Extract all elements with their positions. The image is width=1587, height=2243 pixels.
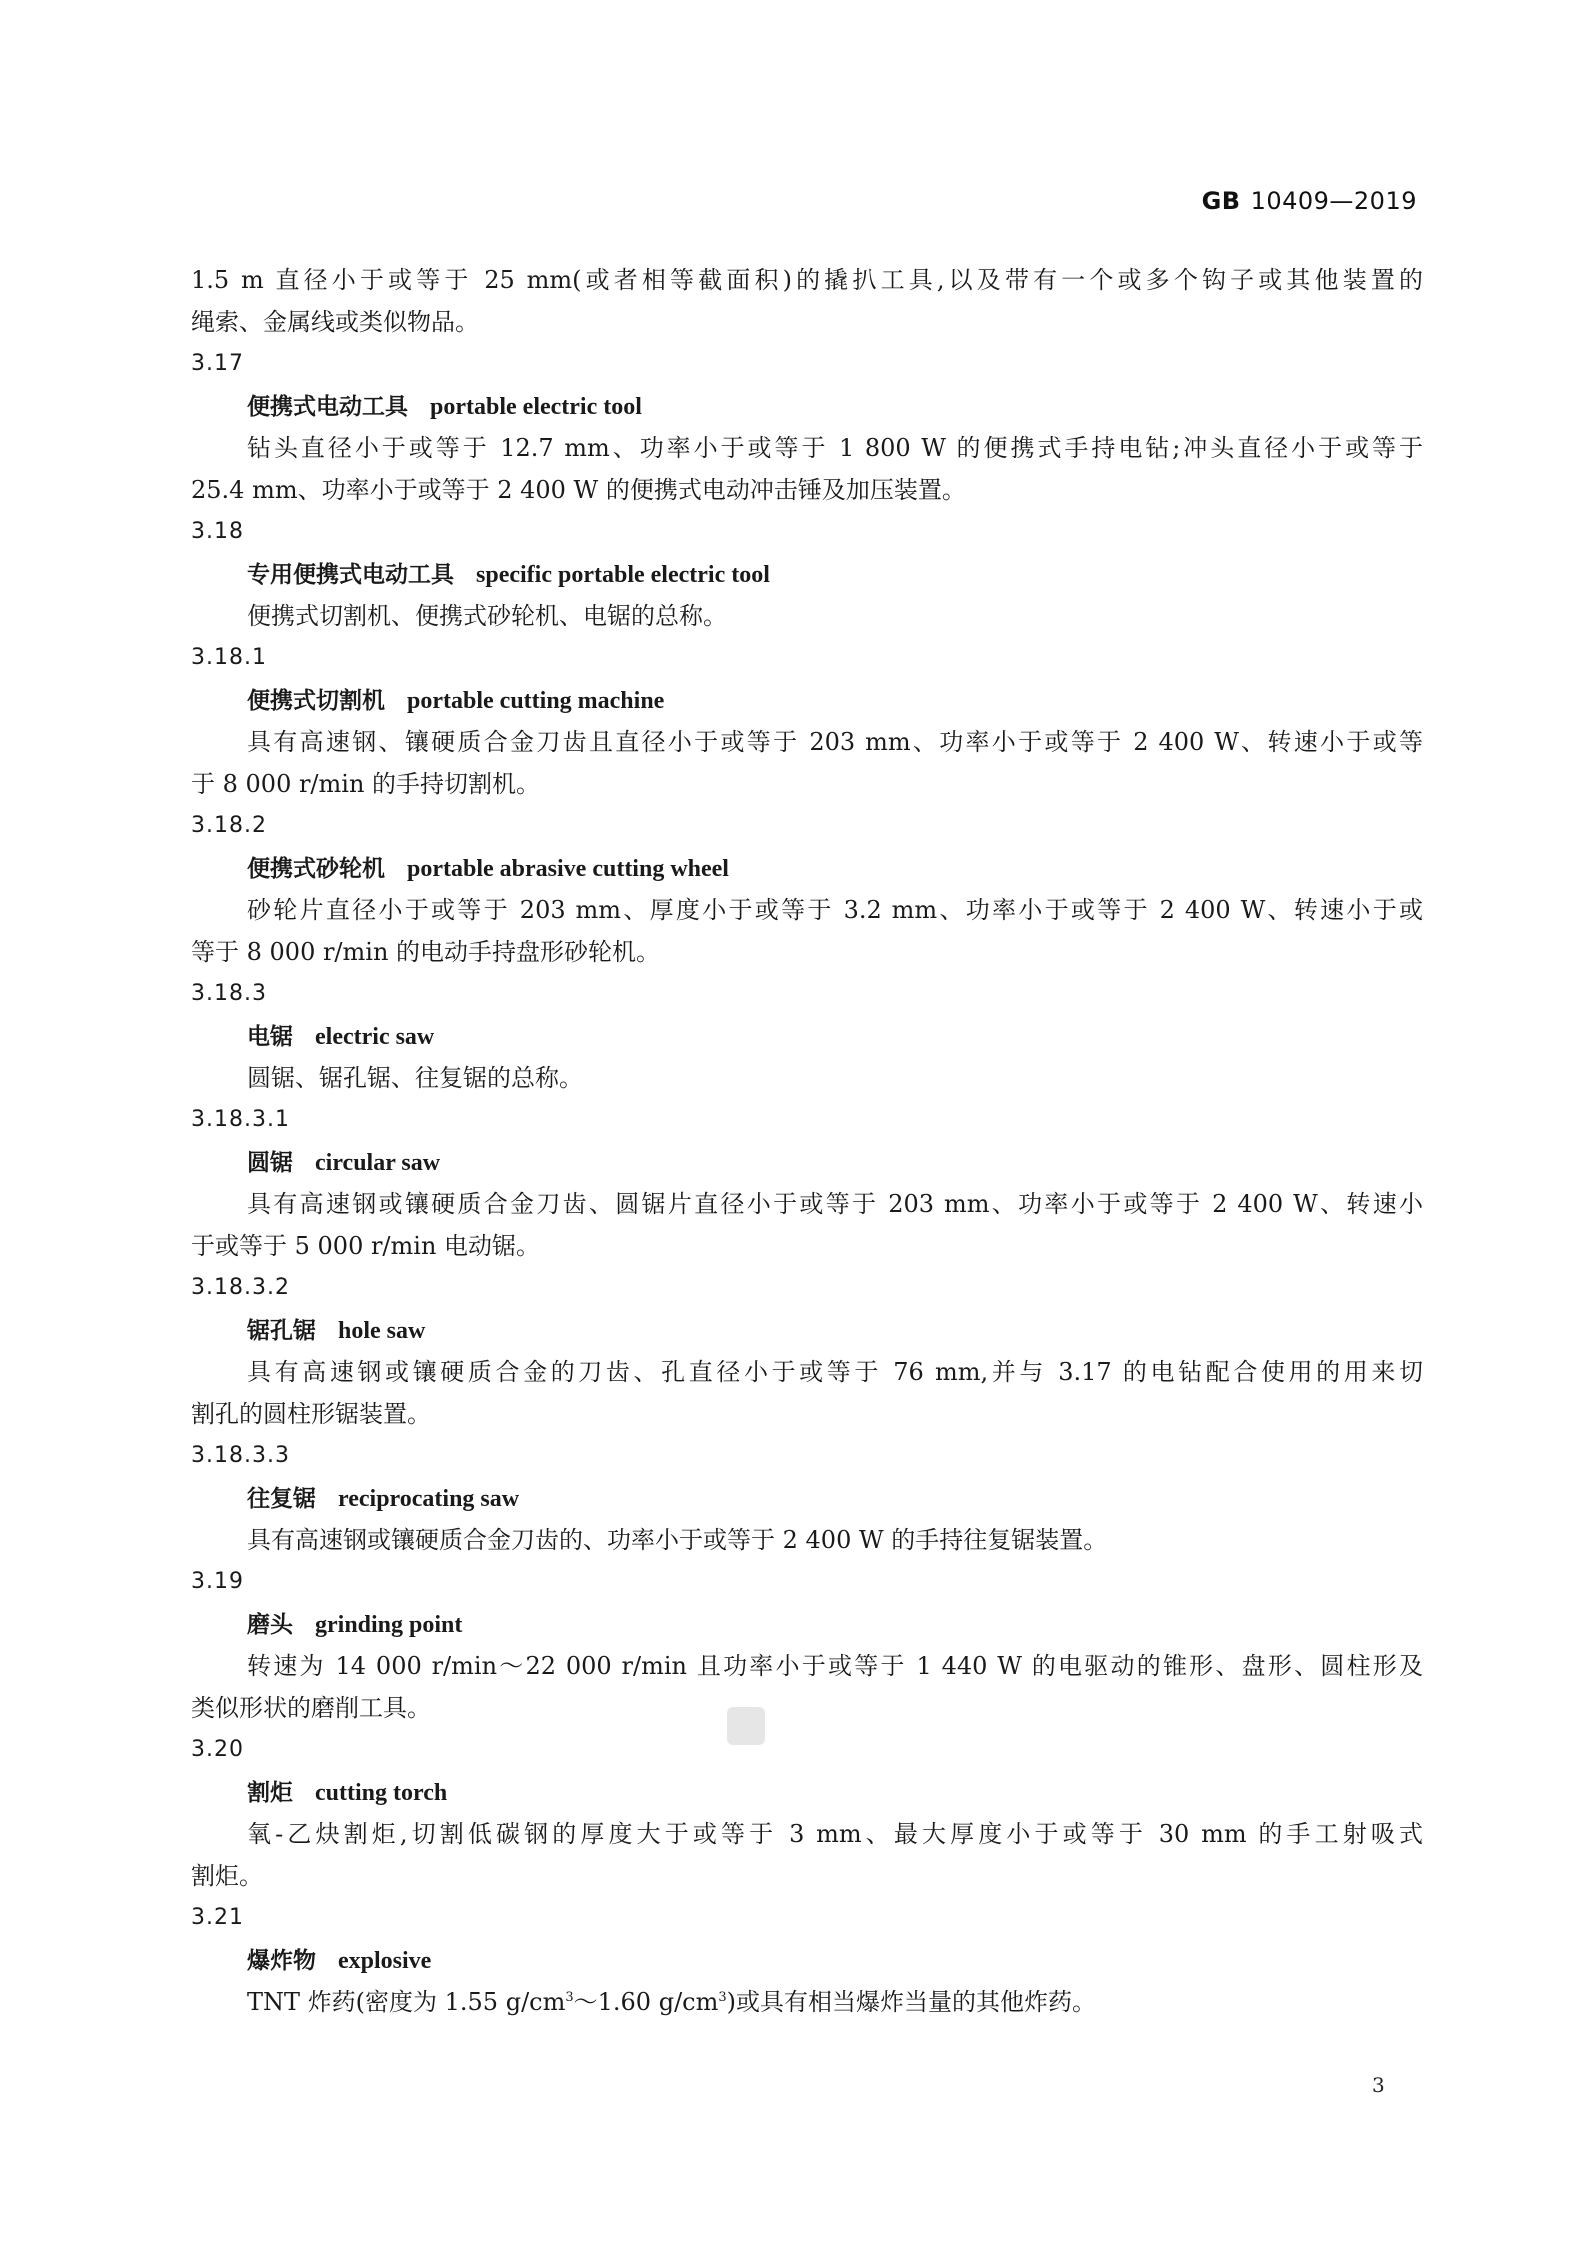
clause-number: 3.18.2 <box>191 813 267 838</box>
definition-line: 等于 8 000 r/min 的电动手持盘形砂轮机。 <box>191 938 661 966</box>
term-zh: 往复锯 <box>247 1486 316 1512</box>
clause-number: 3.18.3.3 <box>191 1443 290 1468</box>
term-heading <box>191 1015 1423 1057</box>
clause-number: 3.20 <box>191 1737 244 1762</box>
term-heading <box>191 553 1423 595</box>
page-number: 3 <box>1372 2073 1385 2097</box>
definition-line: 便携式切割机、便携式砂轮机、电锯的总称。 <box>247 602 727 630</box>
term-zh: 磨头 <box>247 1612 293 1638</box>
definition-line: 类似形状的磨削工具。 <box>191 1694 431 1722</box>
clause-number: 3.18.3.2 <box>191 1275 290 1300</box>
term-heading <box>191 1309 1423 1351</box>
definition-line <box>191 1981 1423 2023</box>
term-heading <box>191 1603 1423 1645</box>
paragraph-line: 1.5 m 直径小于或等于 25 mm(或者相等截面积)的撬扒工具,以及带有一个或多个钩子或其他装置的 <box>191 266 1423 294</box>
scan-mark <box>727 1707 765 1745</box>
term-zh: 电锯 <box>247 1024 293 1050</box>
term-zh: 割炬 <box>247 1780 293 1806</box>
standard-header <box>1202 187 1417 215</box>
definition-line: 圆锯、锯孔锯、往复锯的总称。 <box>247 1064 583 1092</box>
standard-number: 10409—2019 <box>1250 187 1417 215</box>
document-body <box>191 259 1423 2023</box>
definition-text: )或具有相当爆炸当量的其他炸药。 <box>726 1988 1097 2016</box>
definition-line: 转速为 14 000 r/min～22 000 r/min 且功率小于或等于 1 440 W 的电驱动的锥形、盘形、圆柱形及 <box>247 1652 1423 1680</box>
clause-number: 3.18.3 <box>191 981 267 1006</box>
term-en: portable abrasive cutting wheel <box>407 856 729 882</box>
definition-text: TNT 炸药(密度为 1.55 g/cm <box>247 1988 566 2016</box>
term-en: grinding point <box>315 1612 463 1638</box>
definition-line: 于 8 000 r/min 的手持切割机。 <box>191 770 541 798</box>
superscript: 3 <box>718 1990 727 2005</box>
term-zh: 便携式砂轮机 <box>247 856 385 882</box>
term-heading <box>191 1771 1423 1813</box>
term-en: hole saw <box>338 1318 426 1344</box>
definition-line: 具有高速钢或镶硬质合金刀齿的、功率小于或等于 2 400 W 的手持往复锯装置。 <box>247 1526 1108 1554</box>
clause-number: 3.18.1 <box>191 645 267 670</box>
clause-number: 3.21 <box>191 1905 244 1930</box>
paragraph-line: 绳索、金属线或类似物品。 <box>191 308 479 336</box>
term-en: explosive <box>338 1948 432 1974</box>
term-en: specific portable electric tool <box>476 562 770 588</box>
term-heading <box>191 1141 1423 1183</box>
superscript: 3 <box>565 1990 574 2005</box>
definition-line: 氧-乙炔割炬,切割低碳钢的厚度大于或等于 3 mm、最大厚度小于或等于 30 mm 的手工射吸式 <box>247 1820 1423 1848</box>
clause-number: 3.18 <box>191 519 244 544</box>
definition-line: 具有高速钢、镶硬质合金刀齿且直径小于或等于 203 mm、功率小于或等于 2 400 W、转速小于或等 <box>247 728 1423 756</box>
term-en: electric saw <box>315 1024 435 1050</box>
term-heading <box>191 1939 1423 1981</box>
definition-text: ～1.60 g/cm <box>573 1988 719 2016</box>
term-en: portable cutting machine <box>407 688 665 714</box>
standard-code: GB <box>1201 187 1241 215</box>
term-heading <box>191 847 1423 889</box>
clause-number: 3.18.3.1 <box>191 1107 290 1132</box>
term-zh: 便携式切割机 <box>247 688 385 714</box>
term-en: circular saw <box>315 1150 441 1176</box>
clause-number: 3.19 <box>191 1569 244 1594</box>
term-heading <box>191 385 1423 427</box>
term-en: reciprocating saw <box>338 1486 520 1512</box>
term-zh: 锯孔锯 <box>247 1318 316 1344</box>
definition-line: 25.4 mm、功率小于或等于 2 400 W 的便携式电动冲击锤及加压装置。 <box>191 476 966 504</box>
term-heading <box>191 679 1423 721</box>
term-zh: 专用便携式电动工具 <box>247 562 454 588</box>
term-en: portable electric tool <box>430 394 642 420</box>
definition-line: 砂轮片直径小于或等于 203 mm、厚度小于或等于 3.2 mm、功率小于或等于 2 400 W、转速小于或 <box>247 896 1423 924</box>
definition-line: 具有高速钢或镶硬质合金的刀齿、孔直径小于或等于 76 mm,并与 3.17 的电钻配合使用的用来切 <box>247 1358 1423 1386</box>
definition-line: 具有高速钢或镶硬质合金刀齿、圆锯片直径小于或等于 203 mm、功率小于或等于 2 400 W、转速小 <box>247 1190 1423 1218</box>
clause-number: 3.17 <box>191 351 244 376</box>
term-zh: 爆炸物 <box>247 1948 316 1974</box>
definition-line: 于或等于 5 000 r/min 电动锯。 <box>191 1232 541 1260</box>
term-zh: 便携式电动工具 <box>247 394 408 420</box>
term-en: cutting torch <box>315 1780 448 1806</box>
term-heading <box>191 1477 1423 1519</box>
definition-line: 钻头直径小于或等于 12.7 mm、功率小于或等于 1 800 W 的便携式手持电钻;冲头直径小于或等于 <box>247 434 1423 462</box>
definition-line: 割炬。 <box>191 1862 263 1890</box>
term-zh: 圆锯 <box>247 1150 293 1176</box>
definition-line: 割孔的圆柱形锯装置。 <box>191 1400 431 1428</box>
